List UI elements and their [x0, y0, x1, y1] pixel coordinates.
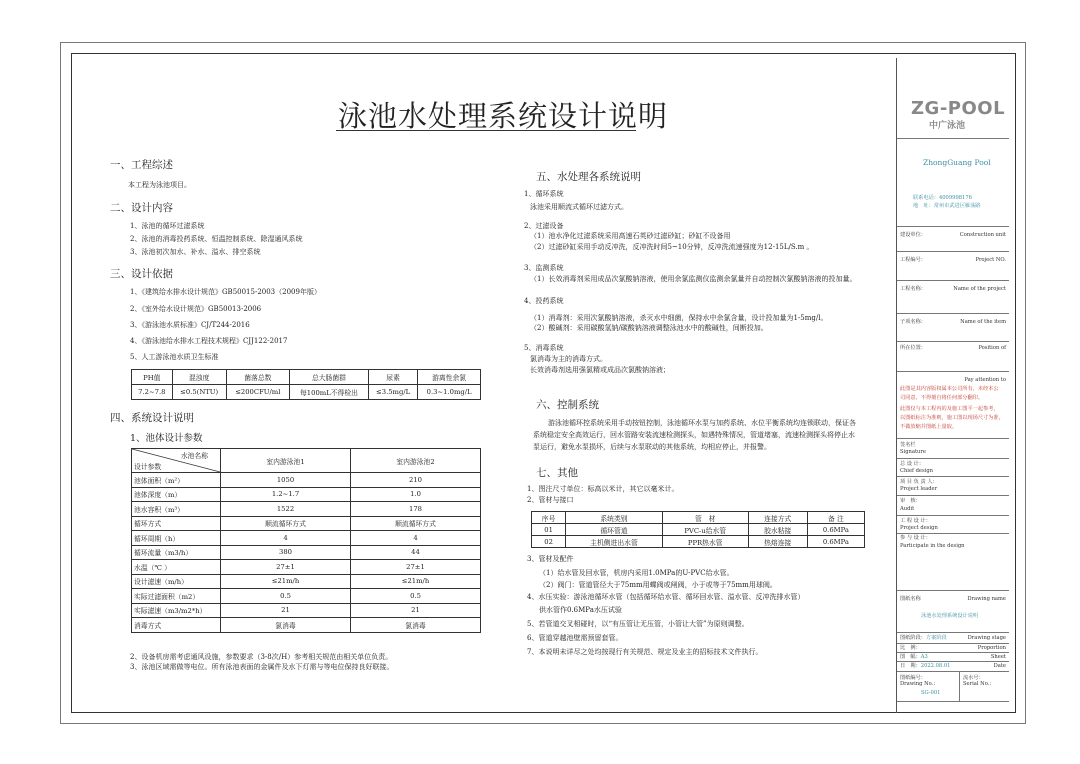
section-7-title: 七、其他 [536, 467, 578, 479]
corner-bottom-label: 设计参数 [134, 463, 162, 471]
section-7-line: 4、水压实验：游泳池循环水管（包括循环给水管、循环回水管、溢水管、反冲洗排水管） [527, 593, 805, 601]
section-5-line: 4、投药系统 [524, 297, 564, 305]
table-cell: 主机侧进出水管 [566, 536, 663, 548]
table-cell: 210 [351, 473, 481, 488]
role-label-en: Audit [900, 506, 915, 512]
signature-title: 签名栏 [900, 442, 916, 448]
table-row-label: 实际过滤面积（m2） [132, 589, 221, 604]
section-7-line: （2）阀门：管道管径大于75mm用蝶阀或闸阀，小于或等于75mm用球阀。 [539, 581, 777, 589]
table-cell: 0.6MPa [807, 524, 864, 536]
table-cell: 21 [351, 603, 481, 618]
role-label: 参 与 设 计： [900, 535, 931, 541]
table-row-label: 循环周期（h） [132, 531, 221, 546]
section-5-line: 长效消毒剂选用强氯精或成品次氯酸钠溶液； [530, 366, 670, 374]
field-label: 工程编号： [900, 257, 926, 263]
role-label-en: Project leader [900, 486, 938, 492]
pipe-material-table [531, 511, 865, 548]
attention-line: 此图是其内容版权属本公司所有，未经本公 [900, 386, 999, 392]
table-header-cell: PH值 [132, 370, 173, 385]
table-cell: 顺流循环方式 [221, 516, 351, 531]
section-2-item: 2、泳池的消毒投药系统、恒温控制系统、除湿通风系统 [130, 235, 303, 243]
table-cell: ≤3.5mg/L [369, 385, 418, 400]
date-en: Date [993, 663, 1006, 669]
table-cell: 4 [351, 531, 481, 546]
sheet-label: 图 幅： [900, 654, 921, 660]
section-7-line: 1、图注尺寸单位：标高以米计，其它以毫米计。 [527, 485, 679, 493]
table-cell: 1050 [221, 473, 351, 488]
table-cell: 27±1 [351, 560, 481, 575]
role-label: 项 目 负 责 人： [900, 479, 938, 485]
field-label: 子项名称： [900, 319, 926, 325]
table-cell: 1.2~1.7 [221, 487, 351, 502]
table-cell: 1522 [221, 502, 351, 517]
section-7-line: 2、管材与接口 [527, 496, 574, 504]
role-label: 工 程 设 计： [900, 518, 931, 524]
table-header-cell: 总大肠菌群 [289, 370, 368, 385]
table-header-cell: 室内游泳池2 [351, 449, 481, 473]
field-label: 所在位置： [900, 345, 926, 351]
field-label-en: Name of the item [960, 319, 1006, 325]
table-cell: 循环管道 [566, 524, 663, 536]
section-7-line: 5、若管道交叉相碰时，以“有压管让无压管，小管让大管”为原则调整。 [527, 620, 749, 628]
table-cell: 每100mL不得检出 [289, 385, 368, 400]
field-label: 建设单位： [900, 232, 926, 238]
table-row-label: 水温（℃ ） [132, 560, 221, 575]
field-label-en: Name of the project [953, 286, 1006, 292]
table-cell: 0.5 [221, 589, 351, 604]
water-quality-table [131, 369, 481, 400]
section-3-item: 4、《游泳池给水排水工程技术规程》CJJ122-2017 [130, 337, 288, 345]
table-header-cell: 混浊度 [172, 370, 226, 385]
table-cell: 胶水粘接 [748, 524, 807, 536]
section-5-line: （1）池水净化过滤系统采用高速石英砂过滤砂缸；砂缸不设备用 [530, 232, 731, 240]
field-label-en: Project NO. [975, 257, 1006, 263]
table-cell: 0.3~1.0mg/L [418, 385, 481, 400]
section-6-title: 六、控制系统 [536, 399, 599, 411]
drawing-no-en: Drawing No.: [900, 681, 936, 687]
drawing-no-label: 图纸编号： [900, 675, 926, 681]
section-5-line: 1、循环系统 [524, 190, 564, 198]
table-cell: 380 [221, 545, 351, 560]
attention-line: 以图纸标注为准则，施工图以现场尺寸为准， [900, 415, 1004, 421]
table-header-cell: 室内游泳池1 [221, 449, 351, 473]
attention-line: 不做放缩并图纸上量取。 [900, 424, 958, 430]
table-cell: ≤200CFU/ml [226, 385, 289, 400]
section-2-item: 3、泳池初次加水、补水、溢水、排空系统 [130, 248, 261, 256]
role-label-en: Chief design [900, 468, 933, 474]
table-row-label: 池体面积（m²） [132, 473, 221, 488]
table-cell: 178 [351, 502, 481, 517]
field-label-en: Construction unit [959, 232, 1006, 238]
table-header-cell: 系统类别 [566, 512, 663, 524]
section-7-line: 供水管作0.6MPa水压试验 [539, 606, 622, 614]
pool-parameter-table [131, 448, 481, 633]
table-header-cell: 序号 [532, 512, 566, 524]
role-label: 总 设 计： [900, 461, 925, 467]
field-label-en: Position of [978, 345, 1006, 351]
section-7-line: 3、管材及配件 [527, 555, 574, 563]
sheet-en: Sheet [990, 654, 1006, 660]
role-label: 审 核： [900, 498, 921, 504]
sheet-value: A3 [920, 654, 928, 660]
table-cell: 氯消毒 [221, 618, 351, 633]
table-cell: PVC-u给水管 [662, 524, 748, 536]
table-row-label: 设计滤速（m/h） [132, 574, 221, 589]
table-cell: 热熔连接 [748, 536, 807, 548]
table-cell: 4 [221, 531, 351, 546]
section-3-item: 2、《室外给水设计规范》GB50013-2006 [130, 305, 262, 313]
drawing-name-value: 泳池水处理系统设计说明 [921, 613, 979, 619]
stage-value: 方案阶段 [925, 635, 947, 641]
table-cell: PPR热水管 [662, 536, 748, 548]
drawing-name-en: Drawing name [967, 596, 1006, 602]
section-6-line: 游泳池循环控系统采用手动按钮控制，泳池循环水泵与加药系统、水位平衡系统均连锁联动，保证各 [548, 419, 856, 427]
attention-en: Pay attention to [964, 377, 1006, 383]
section-7-line: 7、本说明未详尽之处均按现行有关规范、规定及业主的招标技术文件执行。 [527, 648, 763, 656]
table-cell: 0.5 [351, 589, 481, 604]
table-cell: ≤21m/h [221, 574, 351, 589]
ratio-label: 比 例： [900, 645, 921, 651]
table-cell: ≤0.5(NTU) [172, 385, 226, 400]
section-7-line: （1）给水管及回水管，机房内采用1.0MPa的U-PVC给水管。 [539, 569, 734, 577]
table-header-cell: 菌落总数 [226, 370, 289, 385]
section-5-line: 5、消毒系统 [524, 344, 564, 352]
note-line: 2、设备机房需考虑通风设施，参数要求（3-8次/H）参考相关规范由相关单位负责。 [130, 653, 393, 661]
table-cell: 27±1 [221, 560, 351, 575]
section-7-line: 6、管道穿越池壁需预留套管。 [527, 634, 623, 642]
table-row-label: 循环方式 [132, 516, 221, 531]
table-cell: 01 [532, 524, 566, 536]
drawing-name-label: 图纸名称 [900, 596, 921, 602]
section-5-line: 泳池采用顺流式循环过滤方式。 [530, 203, 628, 211]
table-header-cell: 尿素 [369, 370, 418, 385]
signature-title-en: Signature [900, 449, 926, 455]
table-row-label: 循环流量（m3/h） [132, 545, 221, 560]
table-cell: 21 [221, 603, 351, 618]
role-label-en: Participate in the design [900, 543, 965, 549]
section-5-line: （2）酸碱剂：采用碳酸氢钠/碳酸钠溶液调整泳池水中的酸碱性，间断投加。 [530, 324, 768, 332]
table-header-cell: 管 材 [662, 512, 748, 524]
date-value: 2022.08.01 [920, 663, 951, 669]
role-label-en: Project design [900, 525, 938, 531]
section-2-title: 二、设计内容 [110, 202, 173, 214]
ratio-en: Proportion [977, 645, 1006, 651]
section-4-title: 四、系统设计说明 [110, 412, 194, 424]
date-label: 日 期： [900, 663, 921, 669]
contact-address: 地 址：常州市武进区雁荡路 [913, 203, 981, 209]
section-5-line: （1）消毒剂：采用次氯酸钠溶液，杀灭水中细菌，保持水中余氯含量，设计投加量为1-5mg/l。 [530, 314, 828, 322]
section-3-item: 1、《建筑给水排水设计规范》GB50015-2003（2009年版） [130, 288, 321, 296]
table-row-label: 消毒方式 [132, 618, 221, 633]
section-1-text: 本工程为泳池项目。 [128, 181, 191, 189]
section-3-item: 3、《游泳池水质标准》CJ/T244-2016 [130, 321, 250, 329]
attention-line: 司同意，不得擅自将任何部分翻印。 [900, 395, 984, 401]
company-logo-cn: 中广泳池 [929, 121, 966, 131]
section-3-item: 5、人工游泳池水质卫生标准 [130, 353, 219, 361]
company-name-en: ZhongGuang Pool [923, 158, 991, 167]
contact-phone: 联系电话：4009998176 [913, 195, 972, 201]
serial-en: Serial No.: [963, 681, 992, 687]
section-5-line: （2）过滤砂缸采用手动反冲洗，反冲洗时间5~10分钟，反冲洗流速强度为12-15L/S.m 。 [530, 243, 814, 251]
section-5-title: 五、水处理各系统说明 [536, 171, 641, 183]
section-2-item: 1、泳池的循环过滤系统 [130, 222, 205, 230]
section-5-line: （1）长效消毒剂采用成品次氯酸钠溶液，使用余氯监测仪监测余氯量并自动控制次氯酸钠溶液的投加量。 [530, 275, 857, 283]
field-label: 工程名称： [900, 286, 926, 292]
stage-en: Drawing stage [967, 635, 1006, 641]
table-row-label: 池水容积（m³） [132, 502, 221, 517]
title-underline [336, 130, 636, 131]
serial-label: 流水号： [963, 675, 984, 681]
table-row-label: 实际滤速（m3/m2*h） [132, 603, 221, 618]
note-line: 3、泳池区域需做等电位。所有泳池表面的金属件及水下灯需与等电位保持良好联接。 [130, 663, 394, 671]
company-logo: ZG-POOL [911, 98, 1006, 119]
drawing-no-value: SG-001 [921, 690, 941, 696]
table-row-label: 池体深度（m） [132, 487, 221, 502]
section-5-line: 3、监测系统 [524, 264, 564, 272]
table-cell: 0.6MPa [807, 536, 864, 548]
table-cell: 顺流循环方式 [351, 516, 481, 531]
table-corner-cell [132, 449, 221, 473]
table-cell: 02 [532, 536, 566, 548]
section-6-line: 泵运行，避免水泵损坏，后续与水泵联动的其他系统，均相应停止，并报警。 [533, 443, 771, 451]
table-cell: 44 [351, 545, 481, 560]
section-3-title: 三、设计依据 [110, 268, 173, 280]
section-6-line: 系统稳定安全高效运行，回水管路安装流速检测探头，如遇特殊情况，管道堵塞，流速检测探头将停止水 [533, 431, 855, 439]
table-cell: 7.2~7.8 [132, 385, 173, 400]
attention-line: 此图仅与本工程内的及施工图平一起参考， [900, 406, 999, 412]
table-header-cell: 游离性余氯 [418, 370, 481, 385]
stage-label: 图纸阶段： [900, 635, 926, 641]
section-1-title: 一、工程综述 [110, 159, 173, 171]
section-4-subtitle: 1、池体设计参数 [130, 433, 203, 444]
title-block [896, 58, 1009, 713]
table-header-cell: 备 注 [807, 512, 864, 524]
corner-top-label: 水池名称 [180, 452, 208, 460]
table-cell: 氯消毒 [351, 618, 481, 633]
table-cell: ≤21m/h [351, 574, 481, 589]
table-header-cell: 连接方式 [748, 512, 807, 524]
section-5-line: 2、过滤设备 [524, 222, 564, 230]
page-title: 泳池水处理系统设计说明 [338, 99, 669, 133]
table-cell: 1.0 [351, 487, 481, 502]
section-5-line: 氯消毒为主的消毒方式。 [530, 355, 607, 363]
